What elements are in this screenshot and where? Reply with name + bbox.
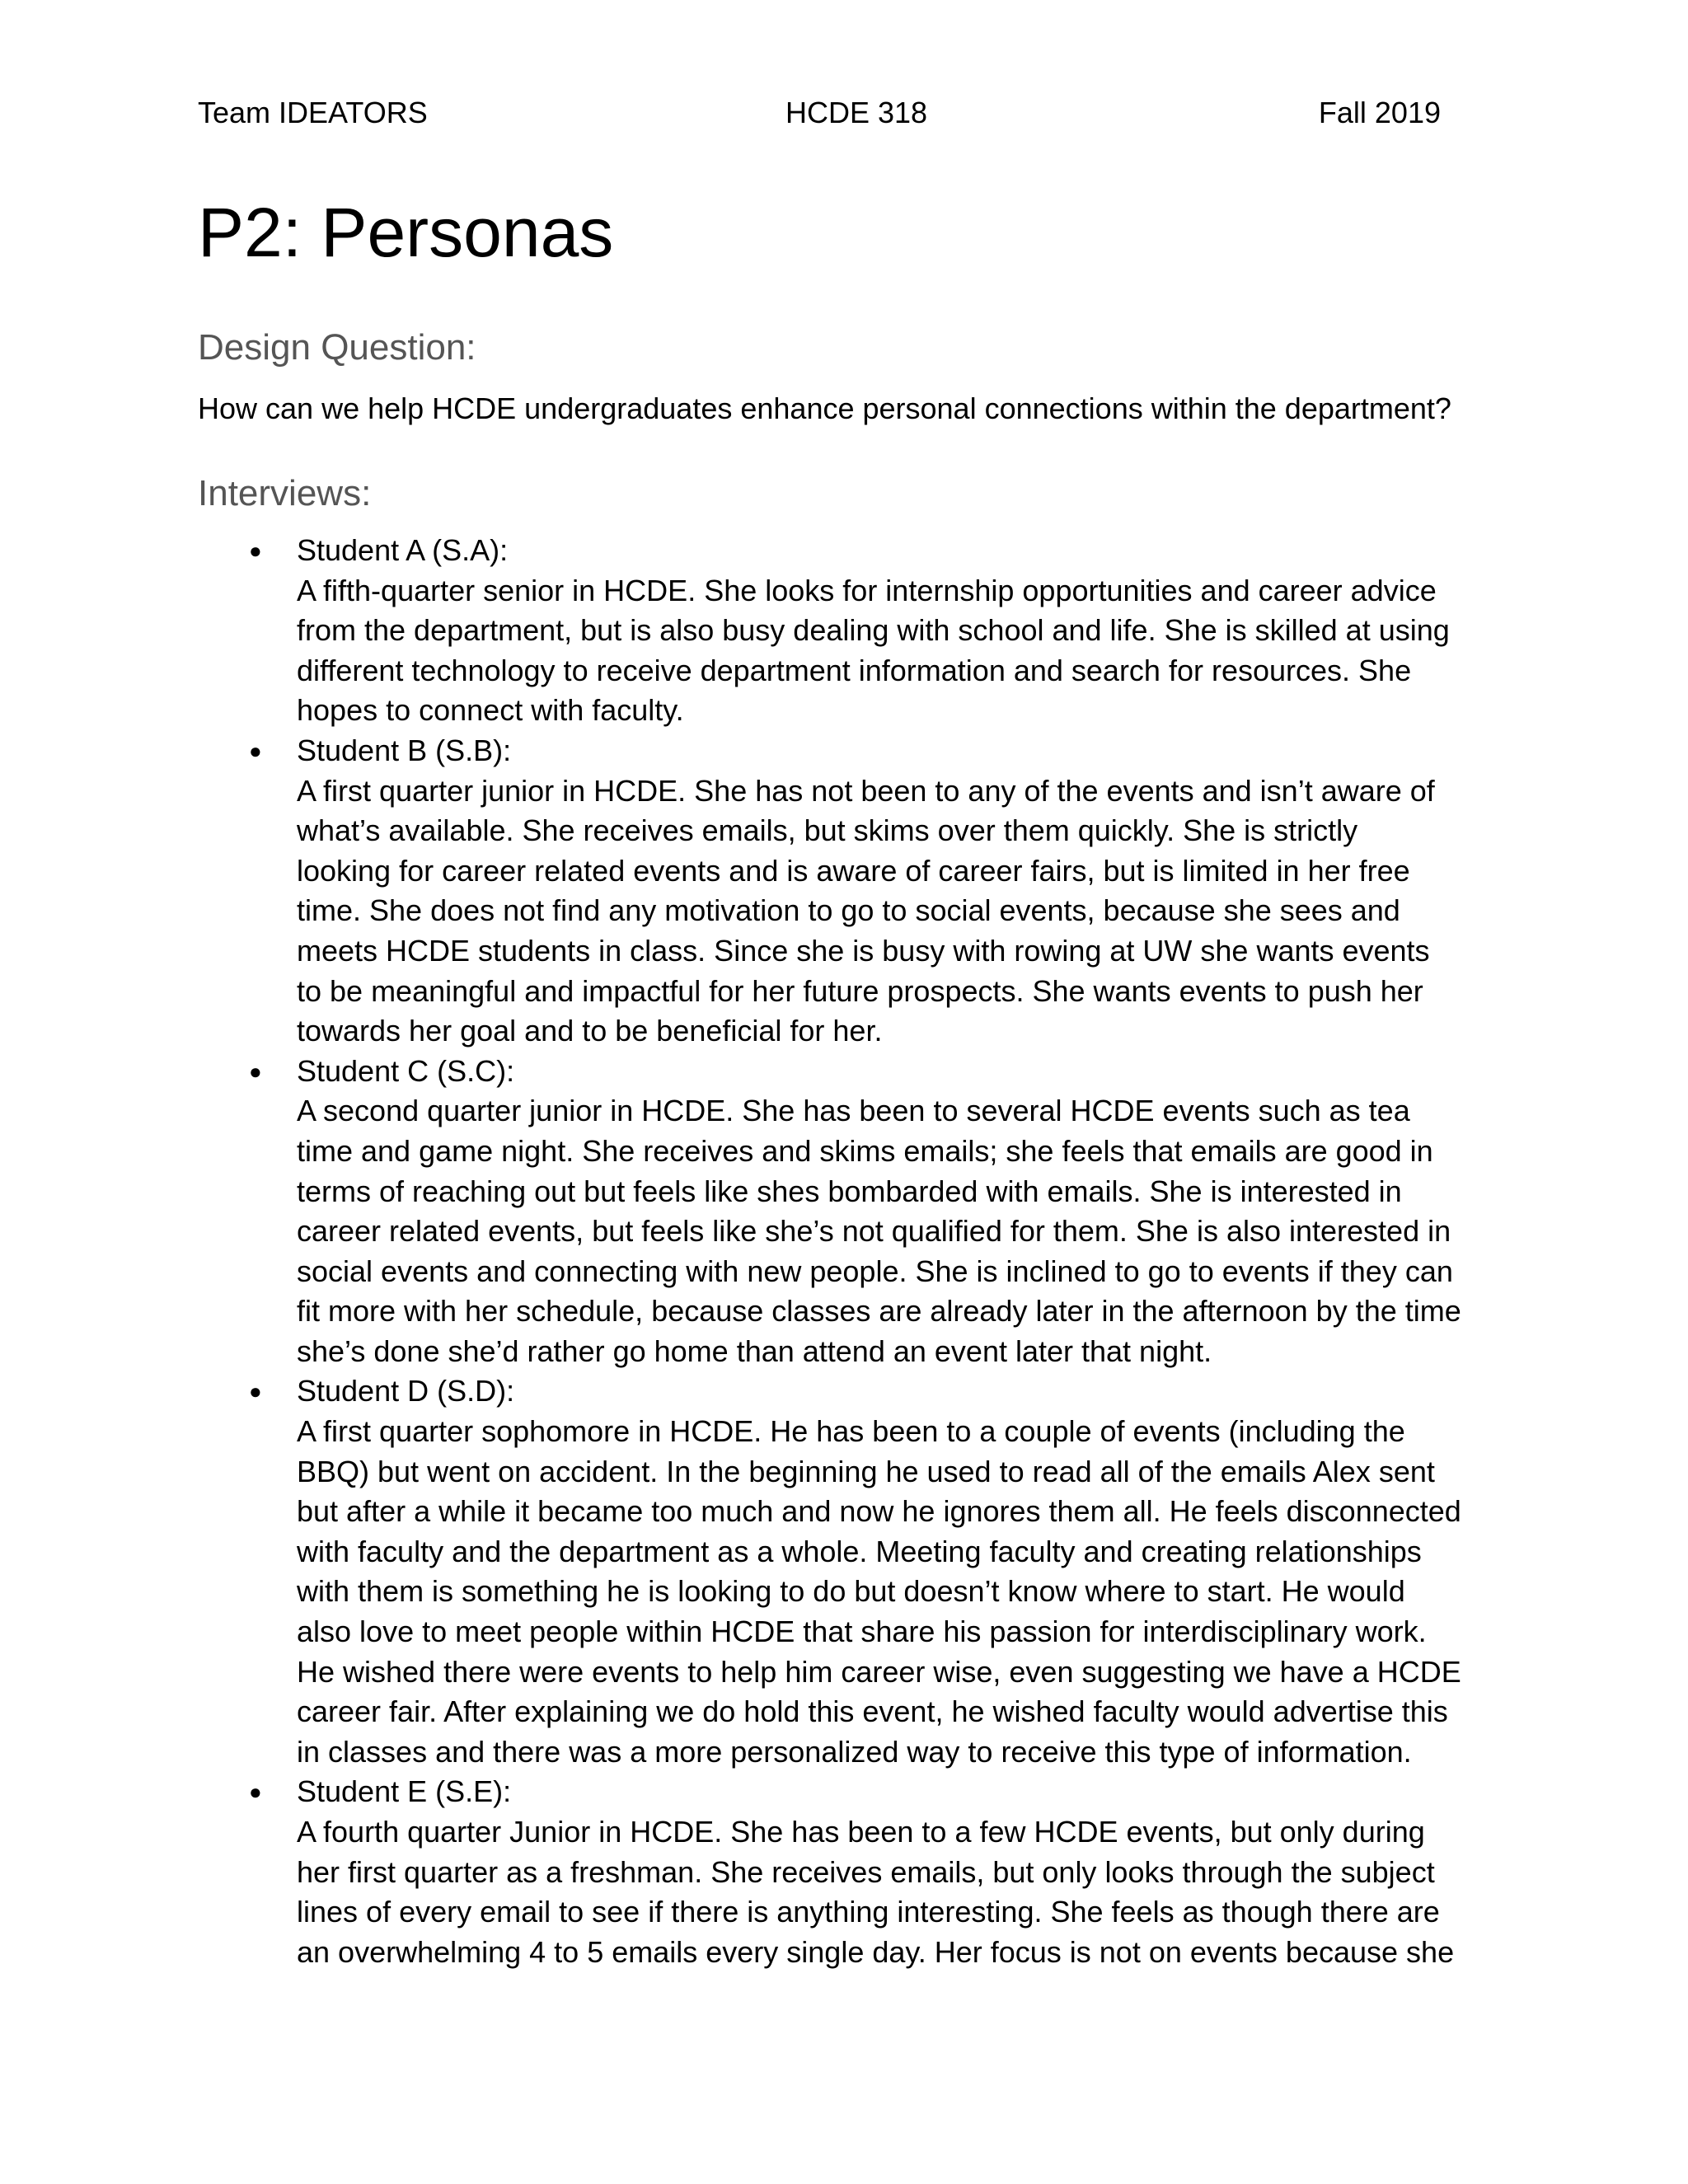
- interview-description-line: lines of every email to see if there is anything interesting. She feels as though there are: [297, 1895, 1440, 1929]
- interview-description-line: social events and connecting with new people. She is inclined to go to events if they can: [297, 1254, 1453, 1288]
- interview-description-line: career related events, but feels like she’s not qualified for them. She is also interested in: [297, 1214, 1451, 1249]
- interview-description-line: from the department, but is also busy dealing with school and life. She is skilled at using: [297, 613, 1450, 648]
- term: Fall 2019: [1318, 96, 1441, 129]
- interview-description-line: but after a while it became too much and now he ignores them all. He feels disconnected: [297, 1494, 1461, 1529]
- interview-description-line: with faculty and the department as a whole. Meeting faculty and creating relationships: [297, 1534, 1422, 1568]
- interview-description-line: He wished there were events to help him career wise, even suggesting we have a HCDE: [297, 1654, 1461, 1689]
- interview-description-line: career fair. After explaining we do hold this event, he wished faculty would advertise this: [297, 1694, 1448, 1729]
- interview-description-line: different technology to receive department information and search for resources. She: [297, 653, 1412, 687]
- interview-label: Student E (S.E):: [297, 1774, 512, 1809]
- interview-label: Student D (S.D):: [297, 1374, 515, 1408]
- interview-item: [198, 531, 1492, 731]
- interview-description-line: hopes to connect with faculty.: [297, 693, 684, 728]
- interview-item: [198, 1371, 1492, 1772]
- bullet-icon: ●: [249, 1058, 262, 1084]
- page-header: [198, 92, 1441, 134]
- interview-description-line: time. She does not find any motivation to go to social events, because she sees and: [297, 893, 1400, 928]
- design-question-heading: Design Question:: [198, 327, 476, 368]
- interview-description-line: A second quarter junior in HCDE. She has been to several HCDE events such as tea: [297, 1094, 1410, 1128]
- interview-description-line: looking for career related events and is aware of career fairs, but is limited in her free: [297, 853, 1410, 888]
- bullet-icon: ●: [249, 1379, 262, 1404]
- interview-description-line: BBQ) but went on accident. In the beginning he used to read all of the emails Alex sent: [297, 1454, 1435, 1488]
- bullet-icon: ●: [249, 538, 262, 563]
- interview-description-line: towards her goal and to be beneficial for her.: [297, 1014, 883, 1048]
- page-title: P2: Personas: [198, 194, 614, 271]
- interview-description-line: A fifth-quarter senior in HCDE. She looks for internship opportunities and career advice: [297, 573, 1437, 607]
- interview-label: Student A (S.A):: [297, 533, 509, 567]
- interview-description-line: A first quarter sophomore in HCDE. He has been to a couple of events (including the: [297, 1414, 1405, 1449]
- bullet-icon: ●: [249, 738, 262, 763]
- interview-description-line: terms of reaching out but feels like shes bombarded with emails. She is interested in: [297, 1174, 1402, 1208]
- interview-list: [198, 531, 1492, 1972]
- team-name: Team IDEATORS: [198, 96, 428, 129]
- interview-description-line: her first quarter as a freshman. She receives emails, but only looks through the subject: [297, 1854, 1435, 1889]
- interview-description-line: what’s available. She receives emails, but skims over them quickly. She is strictly: [297, 813, 1358, 848]
- design-question-text: How can we help HCDE undergraduates enhance personal connections within the department?: [198, 391, 1451, 425]
- interview-description-line: an overwhelming 4 to 5 emails every single day. Her focus is not on events because she: [297, 1934, 1455, 1969]
- interview-item: [198, 731, 1492, 1052]
- interview-description-line: fit more with her schedule, because classes are already later in the afternoon by the time: [297, 1294, 1461, 1329]
- course-code: HCDE 318: [785, 96, 928, 129]
- interview-description-line: she’s done she’d rather go home than attend an event later that night.: [297, 1333, 1212, 1368]
- interview-description-line: A first quarter junior in HCDE. She has not been to any of the events and isn’t aware of: [297, 773, 1435, 808]
- interview-description-line: to be meaningful and impactful for her future prospects. She wants events to push her: [297, 973, 1423, 1008]
- interview-description-line: with them is something he is looking to do but doesn’t know where to start. He would: [297, 1574, 1405, 1609]
- interview-description-line: A fourth quarter Junior in HCDE. She has been to a few HCDE events, but only during: [297, 1815, 1425, 1849]
- interview-item: [198, 1052, 1492, 1372]
- interview-description-line: time and game night. She receives and skims emails; she feels that emails are good in: [297, 1133, 1433, 1168]
- interview-description-line: meets HCDE students in class. Since she is busy with rowing at UW she wants events: [297, 933, 1430, 968]
- interview-description-line: in classes and there was a more personalized way to receive this type of information.: [297, 1734, 1412, 1769]
- interview-label: Student B (S.B):: [297, 733, 512, 767]
- bullet-icon: ●: [249, 1779, 262, 1805]
- interviews-heading: Interviews:: [198, 473, 372, 513]
- interview-label: Student C (S.C):: [297, 1053, 515, 1088]
- interview-item: [198, 1772, 1492, 1972]
- interview-description-line: also love to meet people within HCDE that share his passion for interdisciplinary work.: [297, 1615, 1427, 1649]
